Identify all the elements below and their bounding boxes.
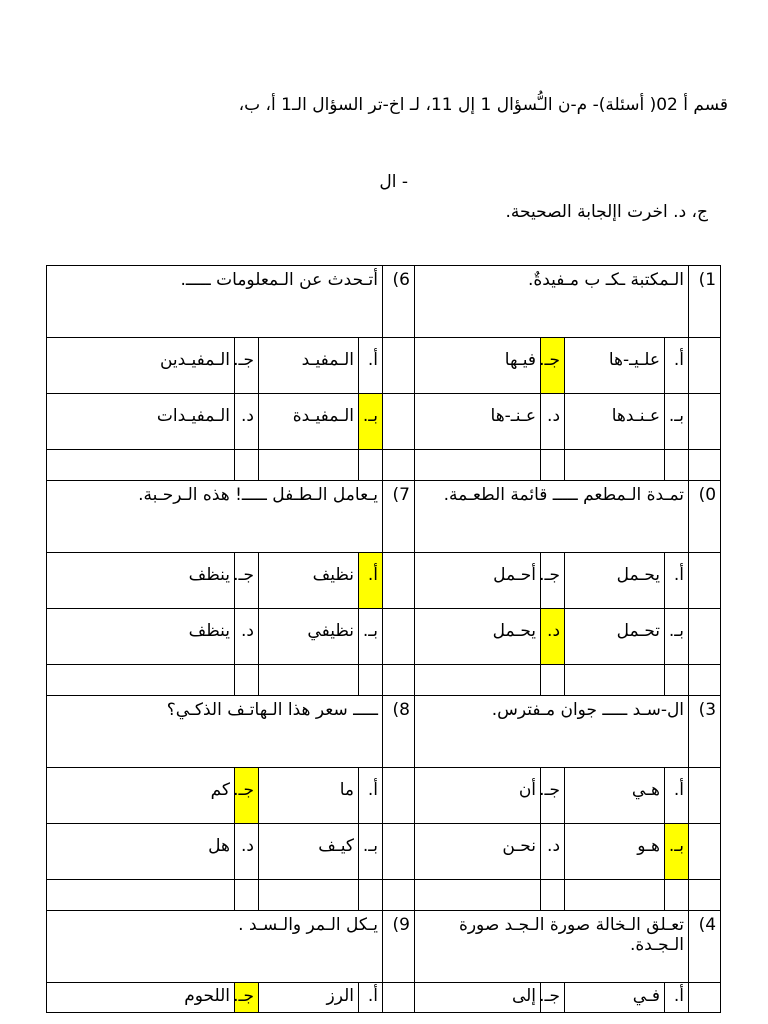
options-row [47, 983, 721, 1013]
left-option-answer[interactable]: اللحوم [47, 983, 235, 1013]
spacer-cell [689, 394, 721, 450]
left-option-label: جـ. [235, 768, 259, 824]
question-stem: ـــــ سعر هذا الـهاتـف الذكـي؟ [47, 696, 383, 768]
right-option-answer[interactable]: عـنـ-ها [415, 394, 541, 450]
right-option-answer[interactable]: هـو [565, 824, 665, 880]
questions-table [46, 265, 721, 1013]
left-option-answer[interactable]: ما [259, 768, 359, 824]
left-option-label: جـ. [235, 983, 259, 1013]
left-option-label: أ. [359, 553, 383, 609]
spacer-row [47, 880, 721, 911]
left-option-answer[interactable]: ينظف [47, 609, 235, 665]
spacer-cell [47, 665, 235, 696]
spacer-row [47, 665, 721, 696]
spacer-cell [541, 665, 565, 696]
right-option-answer[interactable]: يحـمل [415, 609, 541, 665]
question-number: 6) [383, 266, 415, 338]
question-stem: ال-سـد ـــــ جوان مـفترس. [415, 696, 689, 768]
spacer-cell [383, 768, 415, 824]
right-option-label: أ. [665, 553, 689, 609]
question-stem-row [47, 911, 721, 983]
question-number: 4) [689, 911, 721, 983]
right-option-answer[interactable]: نحـن [415, 824, 541, 880]
right-option-label: جـ. [541, 983, 565, 1013]
spacer-cell [689, 983, 721, 1013]
question-stem-row [47, 696, 721, 768]
question-stem-row [47, 266, 721, 338]
spacer-cell [383, 450, 415, 481]
left-option-label: د. [235, 824, 259, 880]
spacer-cell [383, 983, 415, 1013]
spacer-row [47, 450, 721, 481]
spacer-cell [565, 665, 665, 696]
spacer-cell [541, 880, 565, 911]
spacer-cell [689, 553, 721, 609]
options-row [47, 553, 721, 609]
right-option-label: بـ. [665, 824, 689, 880]
right-option-label: د. [541, 394, 565, 450]
left-option-answer[interactable]: الـمفيـد [259, 338, 359, 394]
left-option-answer[interactable]: كيـف [259, 824, 359, 880]
left-option-label: جـ. [235, 553, 259, 609]
question-stem: تعـلق الـخالة صورة الـجـد صورة الـجـدة. [415, 911, 689, 983]
spacer-cell [47, 880, 235, 911]
spacer-cell [235, 450, 259, 481]
instructions-line-2: - ال [379, 172, 408, 192]
right-option-answer[interactable]: فيـها [415, 338, 541, 394]
right-option-label: بـ. [665, 609, 689, 665]
spacer-cell [415, 880, 541, 911]
spacer-cell [541, 450, 565, 481]
right-option-answer[interactable]: أن [415, 768, 541, 824]
question-number: 8) [383, 696, 415, 768]
right-option-answer[interactable]: هـي [565, 768, 665, 824]
options-row [47, 824, 721, 880]
left-option-label: د. [235, 609, 259, 665]
spacer-cell [689, 880, 721, 911]
spacer-cell [359, 665, 383, 696]
question-stem: الـمكتبة ـكـ ب مـفيدةٌ. [415, 266, 689, 338]
left-option-answer[interactable]: الـمفيـدة [259, 394, 359, 450]
left-option-label: أ. [359, 983, 383, 1013]
spacer-cell [383, 394, 415, 450]
left-option-answer[interactable]: الـمفيـدات [47, 394, 235, 450]
right-option-label: أ. [665, 983, 689, 1013]
spacer-cell [235, 880, 259, 911]
spacer-cell [383, 880, 415, 911]
question-stem: أتـحدث عن الـمعلومات ـــــ. [47, 266, 383, 338]
options-row [47, 609, 721, 665]
question-stem: تمـدة الـمطعم ـــــ قائمة الطعـمة. [415, 481, 689, 553]
left-option-label: بـ. [359, 609, 383, 665]
right-option-label: جـ. [541, 338, 565, 394]
question-stem-row [47, 481, 721, 553]
left-option-label: بـ. [359, 394, 383, 450]
spacer-cell [235, 665, 259, 696]
spacer-cell [359, 450, 383, 481]
instructions-line-3: ج، د. اخرت اإلجابة الصحيحة. [505, 202, 708, 222]
spacer-cell [689, 609, 721, 665]
left-option-answer[interactable]: هل [47, 824, 235, 880]
question-number: 7) [383, 481, 415, 553]
options-row [47, 338, 721, 394]
left-option-label: أ. [359, 338, 383, 394]
spacer-cell [665, 880, 689, 911]
spacer-cell [565, 880, 665, 911]
spacer-cell [383, 338, 415, 394]
spacer-cell [689, 665, 721, 696]
options-row [47, 768, 721, 824]
right-option-answer[interactable]: يحـمل [565, 553, 665, 609]
left-option-label: جـ. [235, 338, 259, 394]
question-number: 1) [689, 266, 721, 338]
spacer-cell [565, 450, 665, 481]
right-option-label: بـ. [665, 394, 689, 450]
left-option-label: د. [235, 394, 259, 450]
question-number: 0) [689, 481, 721, 553]
left-option-answer[interactable]: ينظف [47, 553, 235, 609]
question-stem: يـعامل الـطـفل ـــــ! هذه الـرحـبة. [47, 481, 383, 553]
spacer-cell [415, 450, 541, 481]
spacer-cell [259, 880, 359, 911]
question-number: 9) [383, 911, 415, 983]
spacer-cell [689, 450, 721, 481]
left-option-answer[interactable]: نظيفي [259, 609, 359, 665]
right-option-answer[interactable]: عـنـدها [565, 394, 665, 450]
right-option-answer[interactable]: علـيـ-ها [565, 338, 665, 394]
left-option-label: بـ. [359, 824, 383, 880]
right-option-label: جـ. [541, 553, 565, 609]
spacer-cell [415, 665, 541, 696]
instructions-line-1: قسم أ 02( أسئلة)- م-ن الـُّسؤال 1 إل 11، لـ اخ-تر السؤال الـ1 أ، ب، [238, 95, 728, 115]
right-option-answer[interactable]: أحـمل [415, 553, 541, 609]
spacer-cell [259, 450, 359, 481]
right-option-answer[interactable]: تحـمل [565, 609, 665, 665]
spacer-cell [689, 824, 721, 880]
spacer-cell [689, 768, 721, 824]
question-stem: يـكل الـمر والـسـد . [47, 911, 383, 983]
left-option-answer[interactable]: نظيف [259, 553, 359, 609]
right-option-label: جـ. [541, 768, 565, 824]
question-number: 3) [689, 696, 721, 768]
spacer-cell [383, 665, 415, 696]
right-option-label: د. [541, 609, 565, 665]
left-option-label: أ. [359, 768, 383, 824]
left-option-answer[interactable]: الرز [259, 983, 359, 1013]
spacer-cell [665, 665, 689, 696]
spacer-cell [47, 450, 235, 481]
right-option-label: د. [541, 824, 565, 880]
spacer-cell [383, 824, 415, 880]
left-option-answer[interactable]: الـمفيـدين [47, 338, 235, 394]
right-option-label: أ. [665, 768, 689, 824]
options-row [47, 394, 721, 450]
spacer-cell [383, 609, 415, 665]
spacer-cell [689, 338, 721, 394]
left-option-answer[interactable]: كم [47, 768, 235, 824]
spacer-cell [665, 450, 689, 481]
right-option-answer[interactable]: فـي [565, 983, 665, 1013]
spacer-cell [359, 880, 383, 911]
right-option-label: أ. [665, 338, 689, 394]
spacer-cell [259, 665, 359, 696]
right-option-answer[interactable]: إلى [415, 983, 541, 1013]
spacer-cell [383, 553, 415, 609]
